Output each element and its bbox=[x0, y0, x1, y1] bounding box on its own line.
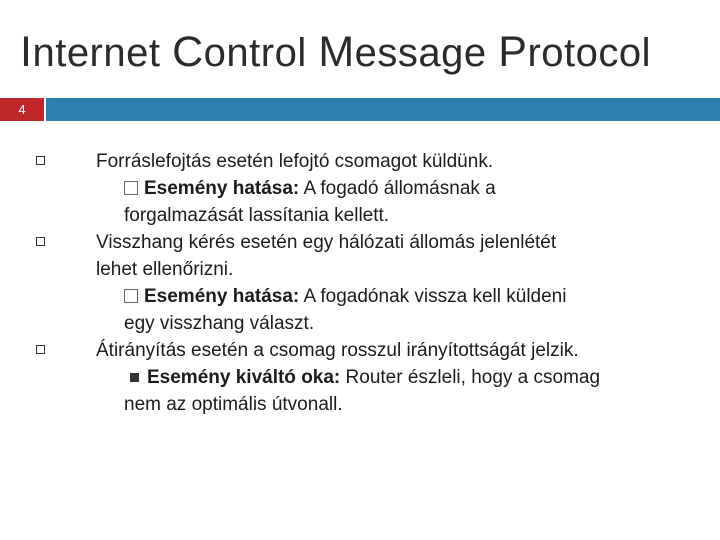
sub-text-cont: nem az optimális útvonall. bbox=[124, 394, 343, 415]
bullet-text-cont: lehet ellenőrizni. bbox=[96, 259, 234, 280]
sub-bullet-item bbox=[96, 364, 696, 418]
header-rule bbox=[46, 98, 720, 121]
slide-content bbox=[96, 148, 696, 418]
sub-label: Esemény hatása: bbox=[144, 178, 300, 199]
title-rest-3: essage bbox=[354, 31, 499, 75]
bullet-item bbox=[96, 337, 696, 418]
slide-title bbox=[20, 28, 651, 77]
title-rest-4: rotocol bbox=[527, 31, 652, 75]
slide-number: 4 bbox=[18, 102, 26, 117]
bullet-text: Átirányítás esetén a csomag rosszul irányítottságát jelzik. bbox=[96, 340, 579, 361]
title-rest-2: ontrol bbox=[203, 31, 319, 75]
sub-label: Esemény hatása: bbox=[144, 286, 300, 307]
sub-text-cont: egy visszhang választ. bbox=[124, 313, 315, 334]
sub-bullet-item bbox=[96, 175, 696, 229]
square-bullet-icon bbox=[124, 181, 138, 195]
title-cap-2: C bbox=[172, 28, 204, 76]
sub-text-cont: forgalmazását lassítania kellett. bbox=[124, 205, 390, 226]
title-cap-3: M bbox=[318, 28, 355, 76]
bullet-item bbox=[96, 229, 696, 337]
title-cap-4: P bbox=[498, 28, 528, 76]
square-bullet-icon bbox=[36, 345, 45, 354]
filled-square-bullet-icon bbox=[130, 373, 139, 382]
square-bullet-icon bbox=[124, 289, 138, 303]
bullet-item bbox=[96, 148, 696, 229]
square-bullet-icon bbox=[36, 237, 45, 246]
title-rest-1: nternet bbox=[32, 31, 173, 75]
sub-text: A fogadó állomásnak a bbox=[299, 178, 496, 199]
sub-text: Router észleli, hogy a csomag bbox=[340, 367, 601, 388]
title-cap-1: I bbox=[20, 28, 33, 76]
bullet-text: Forráslefojtás esetén lefojtó csomagot küldünk. bbox=[96, 151, 494, 172]
sub-bullet-item bbox=[96, 283, 696, 337]
square-bullet-icon bbox=[36, 156, 45, 165]
sub-text: A fogadónak vissza kell küldeni bbox=[299, 286, 567, 307]
bullet-text: Visszhang kérés esetén egy hálózati állomás jelenlétét bbox=[96, 232, 557, 253]
sub-label: Esemény kiváltó oka: bbox=[147, 367, 341, 388]
